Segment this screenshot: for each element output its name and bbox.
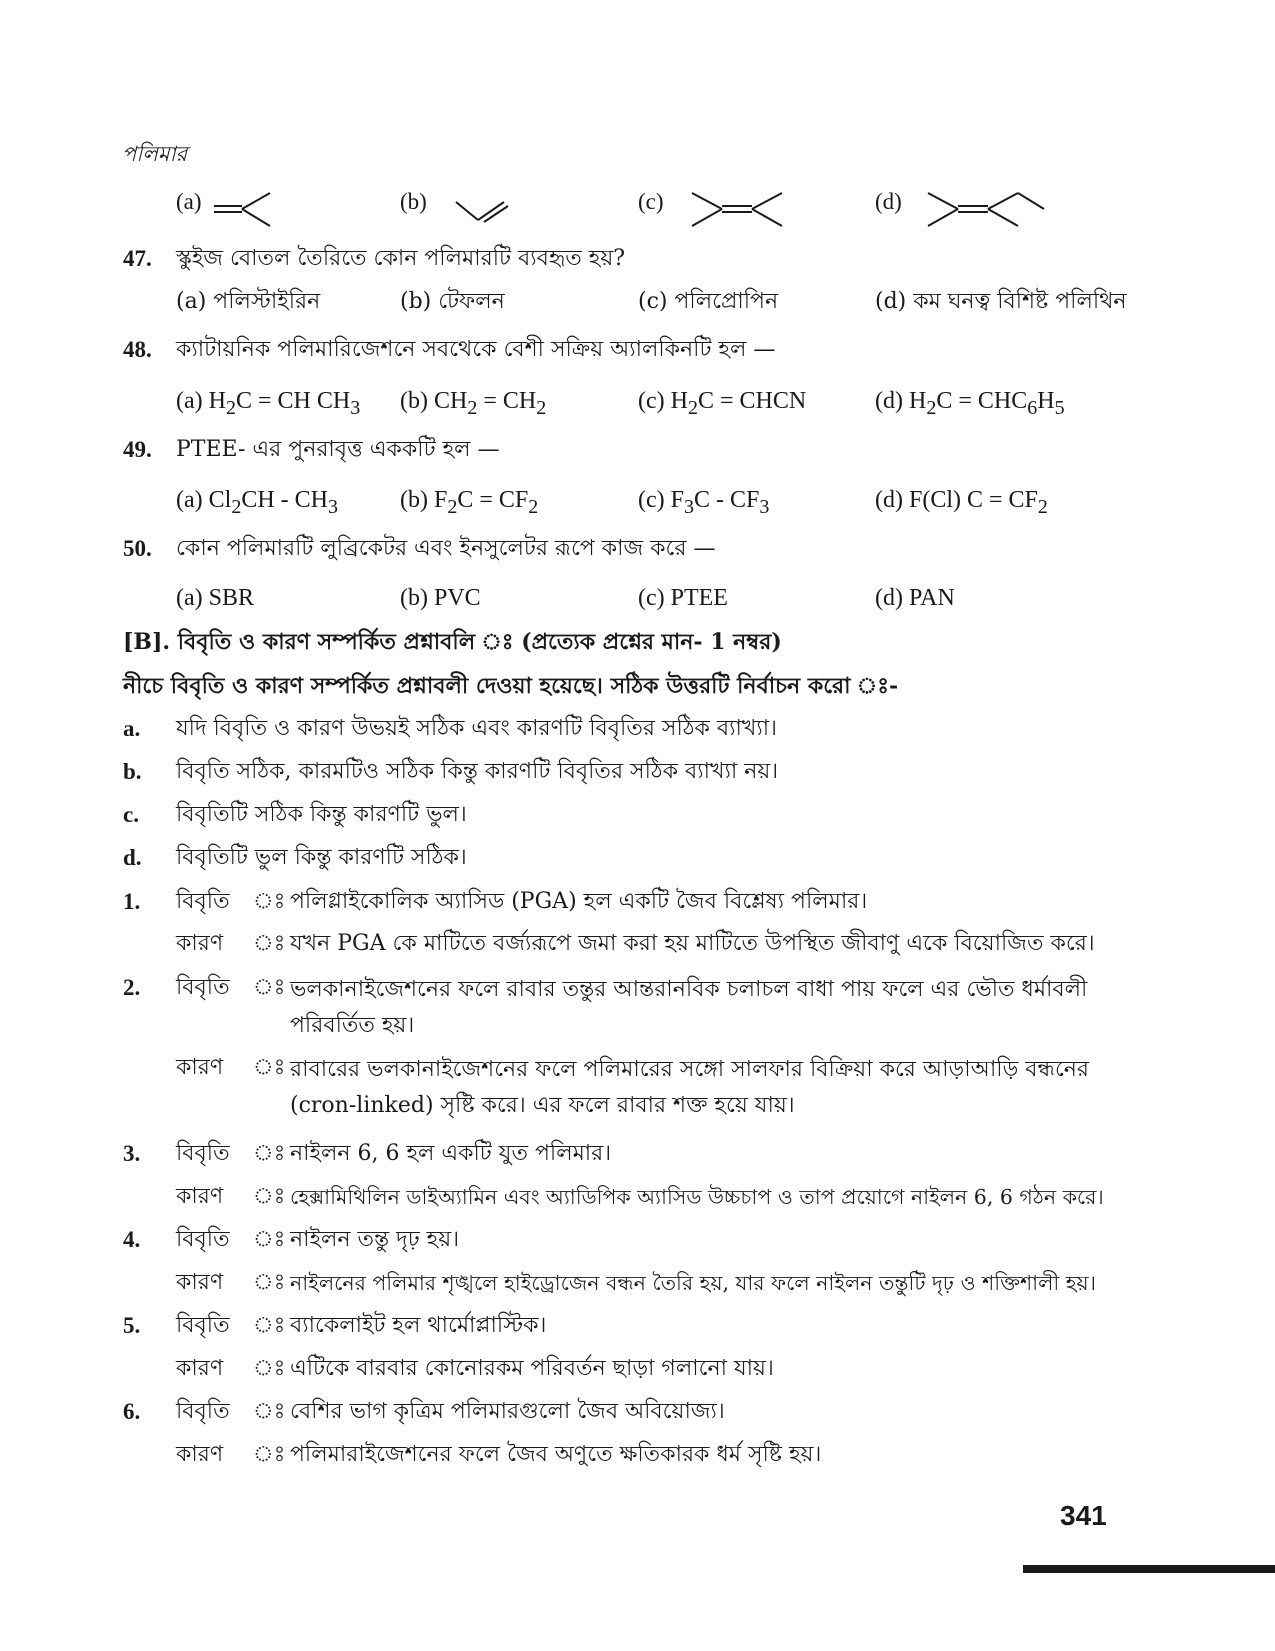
option-a: (a) SBR <box>176 585 254 611</box>
q46-option-d-label: (d) <box>875 189 902 214</box>
question-number: 47. <box>123 246 152 271</box>
option-d: (d) $H_2C = CHC_6H_5$ <box>875 388 1065 419</box>
running-head: পলিমার <box>122 142 188 166</box>
page-number: 341 <box>1060 1500 1107 1531</box>
option-b: (b) $F_2C = CF_2$ <box>400 487 539 518</box>
option-c: (c) পলিপ্রোপিন <box>638 289 779 314</box>
option-d: (d) কম ঘনত্ব বিশিষ্ট পলিথিন <box>875 289 1127 314</box>
structure-d-icon <box>926 190 1048 230</box>
option-a: (a) $H_2C$ = CH $CH_3$ <box>176 388 361 419</box>
question-text: ক্যাটায়নিক পলিমারিজেশনে সবথেকে বেশী সক্রিয় অ্যালকিনটি হল — <box>176 337 776 362</box>
option-c: (c) PTEE <box>638 585 728 611</box>
option-d: (d) F(Cl) $C = CF_2$ <box>875 487 1048 518</box>
option-a: (a) পলিস্টাইরিন <box>176 289 321 314</box>
question-text: PTEE- এর পুনরাবৃত্ত এককটি হল — <box>176 437 500 462</box>
option-d: (d) PAN <box>875 585 955 611</box>
option-b: (b) টেফলন <box>400 289 505 314</box>
structure-b-icon <box>452 196 512 226</box>
q46-option-c-label: (c) <box>638 189 664 214</box>
question-text: কোন পলিমারটি লুব্রিকেটর এবং ইনসুলেটর রূপে কাজ করে — <box>176 536 716 561</box>
q46-option-b-label: (b) <box>400 189 427 214</box>
footer-bar <box>1023 1565 1275 1573</box>
question-number: 48. <box>123 337 152 362</box>
structure-c-icon <box>690 190 790 230</box>
question-number: 50. <box>123 536 152 561</box>
option-a: (a) $Cl_2CH - CH_3$ <box>176 487 338 518</box>
option-c: (c) $F_3C - CF_3$ <box>638 487 770 518</box>
option-b: (b) PVC <box>400 585 481 611</box>
option-b: (b) $CH_2 = CH_2$ <box>400 388 547 419</box>
structure-a-icon <box>212 190 274 230</box>
option-c: (c) $H_2C$ = CHCN <box>638 388 807 419</box>
q46-option-a-label: (a) <box>176 189 202 214</box>
question-text: স্কুইজ বোতল তৈরিতে কোন পলিমারটি ব্যবহৃত হয়? <box>176 246 626 271</box>
question-number: 49. <box>123 437 152 462</box>
